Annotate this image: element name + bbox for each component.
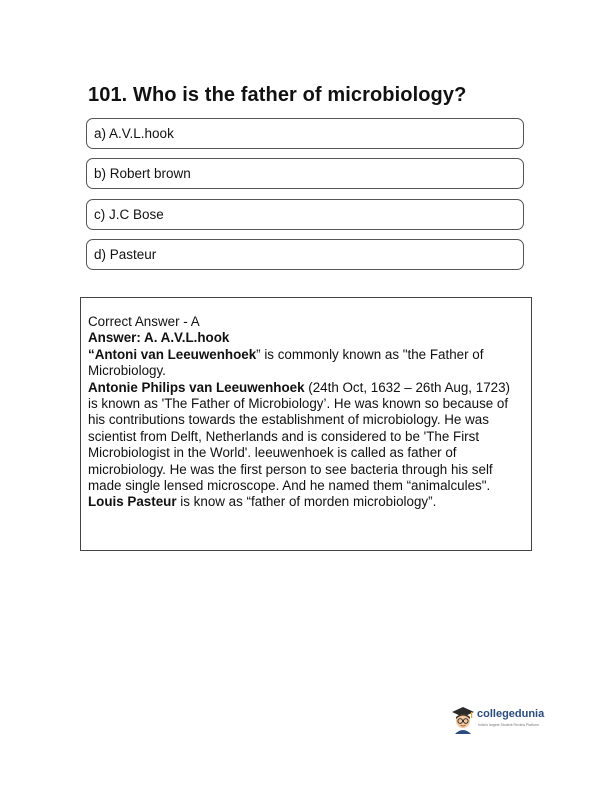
option-c[interactable]: c) J.C Bose [86,199,524,230]
answer-line: Answer: A. A.V.L.hook [88,330,230,346]
question-text: Who is the father of microbiology? [133,84,467,106]
explanation-paragraph-2 [88,380,523,511]
explanation-text-2: (24th Oct, 1632 – 26th Aug, 1723) is known as 'The Father of Microbiology’. He was known so because of his contributions towards the establishment of microbiology. He was scientist from Delft, Netherlands and is considered to be 'The First Microbiologist in the World'. leeuwenhoek is called as father of microbiology. He was the first person to see bacteria through his self made single lensed microscope. And he named them “animalcules". [88,379,510,494]
pasteur-name: Louis Pasteur [88,494,177,510]
option-b[interactable]: b) Robert brown [86,158,524,189]
antoni-name: “Antoni van Leeuwenhoek [88,346,257,362]
answer-explanation-box [80,297,532,551]
logo-wordmark: collegedunia [477,708,545,720]
explanation-paragraph-1 [88,347,523,380]
explanation-text-3: is know as “father of morden microbiology”. [176,494,437,510]
student-mascot-icon [451,706,475,734]
question-title [88,84,466,107]
explanation-text-1: ” is commonly known as "the Father of Microbiology. [88,346,484,379]
correct-answer-line: Correct Answer - A [88,314,200,329]
collegedunia-logo [451,706,571,734]
logo-tagline: India's largest Student Review Platform [478,723,539,727]
question-number: 101. [88,84,128,106]
option-d[interactable]: d) Pasteur [86,239,524,270]
option-a[interactable]: a) A.V.L.hook [86,118,524,149]
antonie-full-name: Antonie Philips van Leeuwenhoek [88,379,305,395]
